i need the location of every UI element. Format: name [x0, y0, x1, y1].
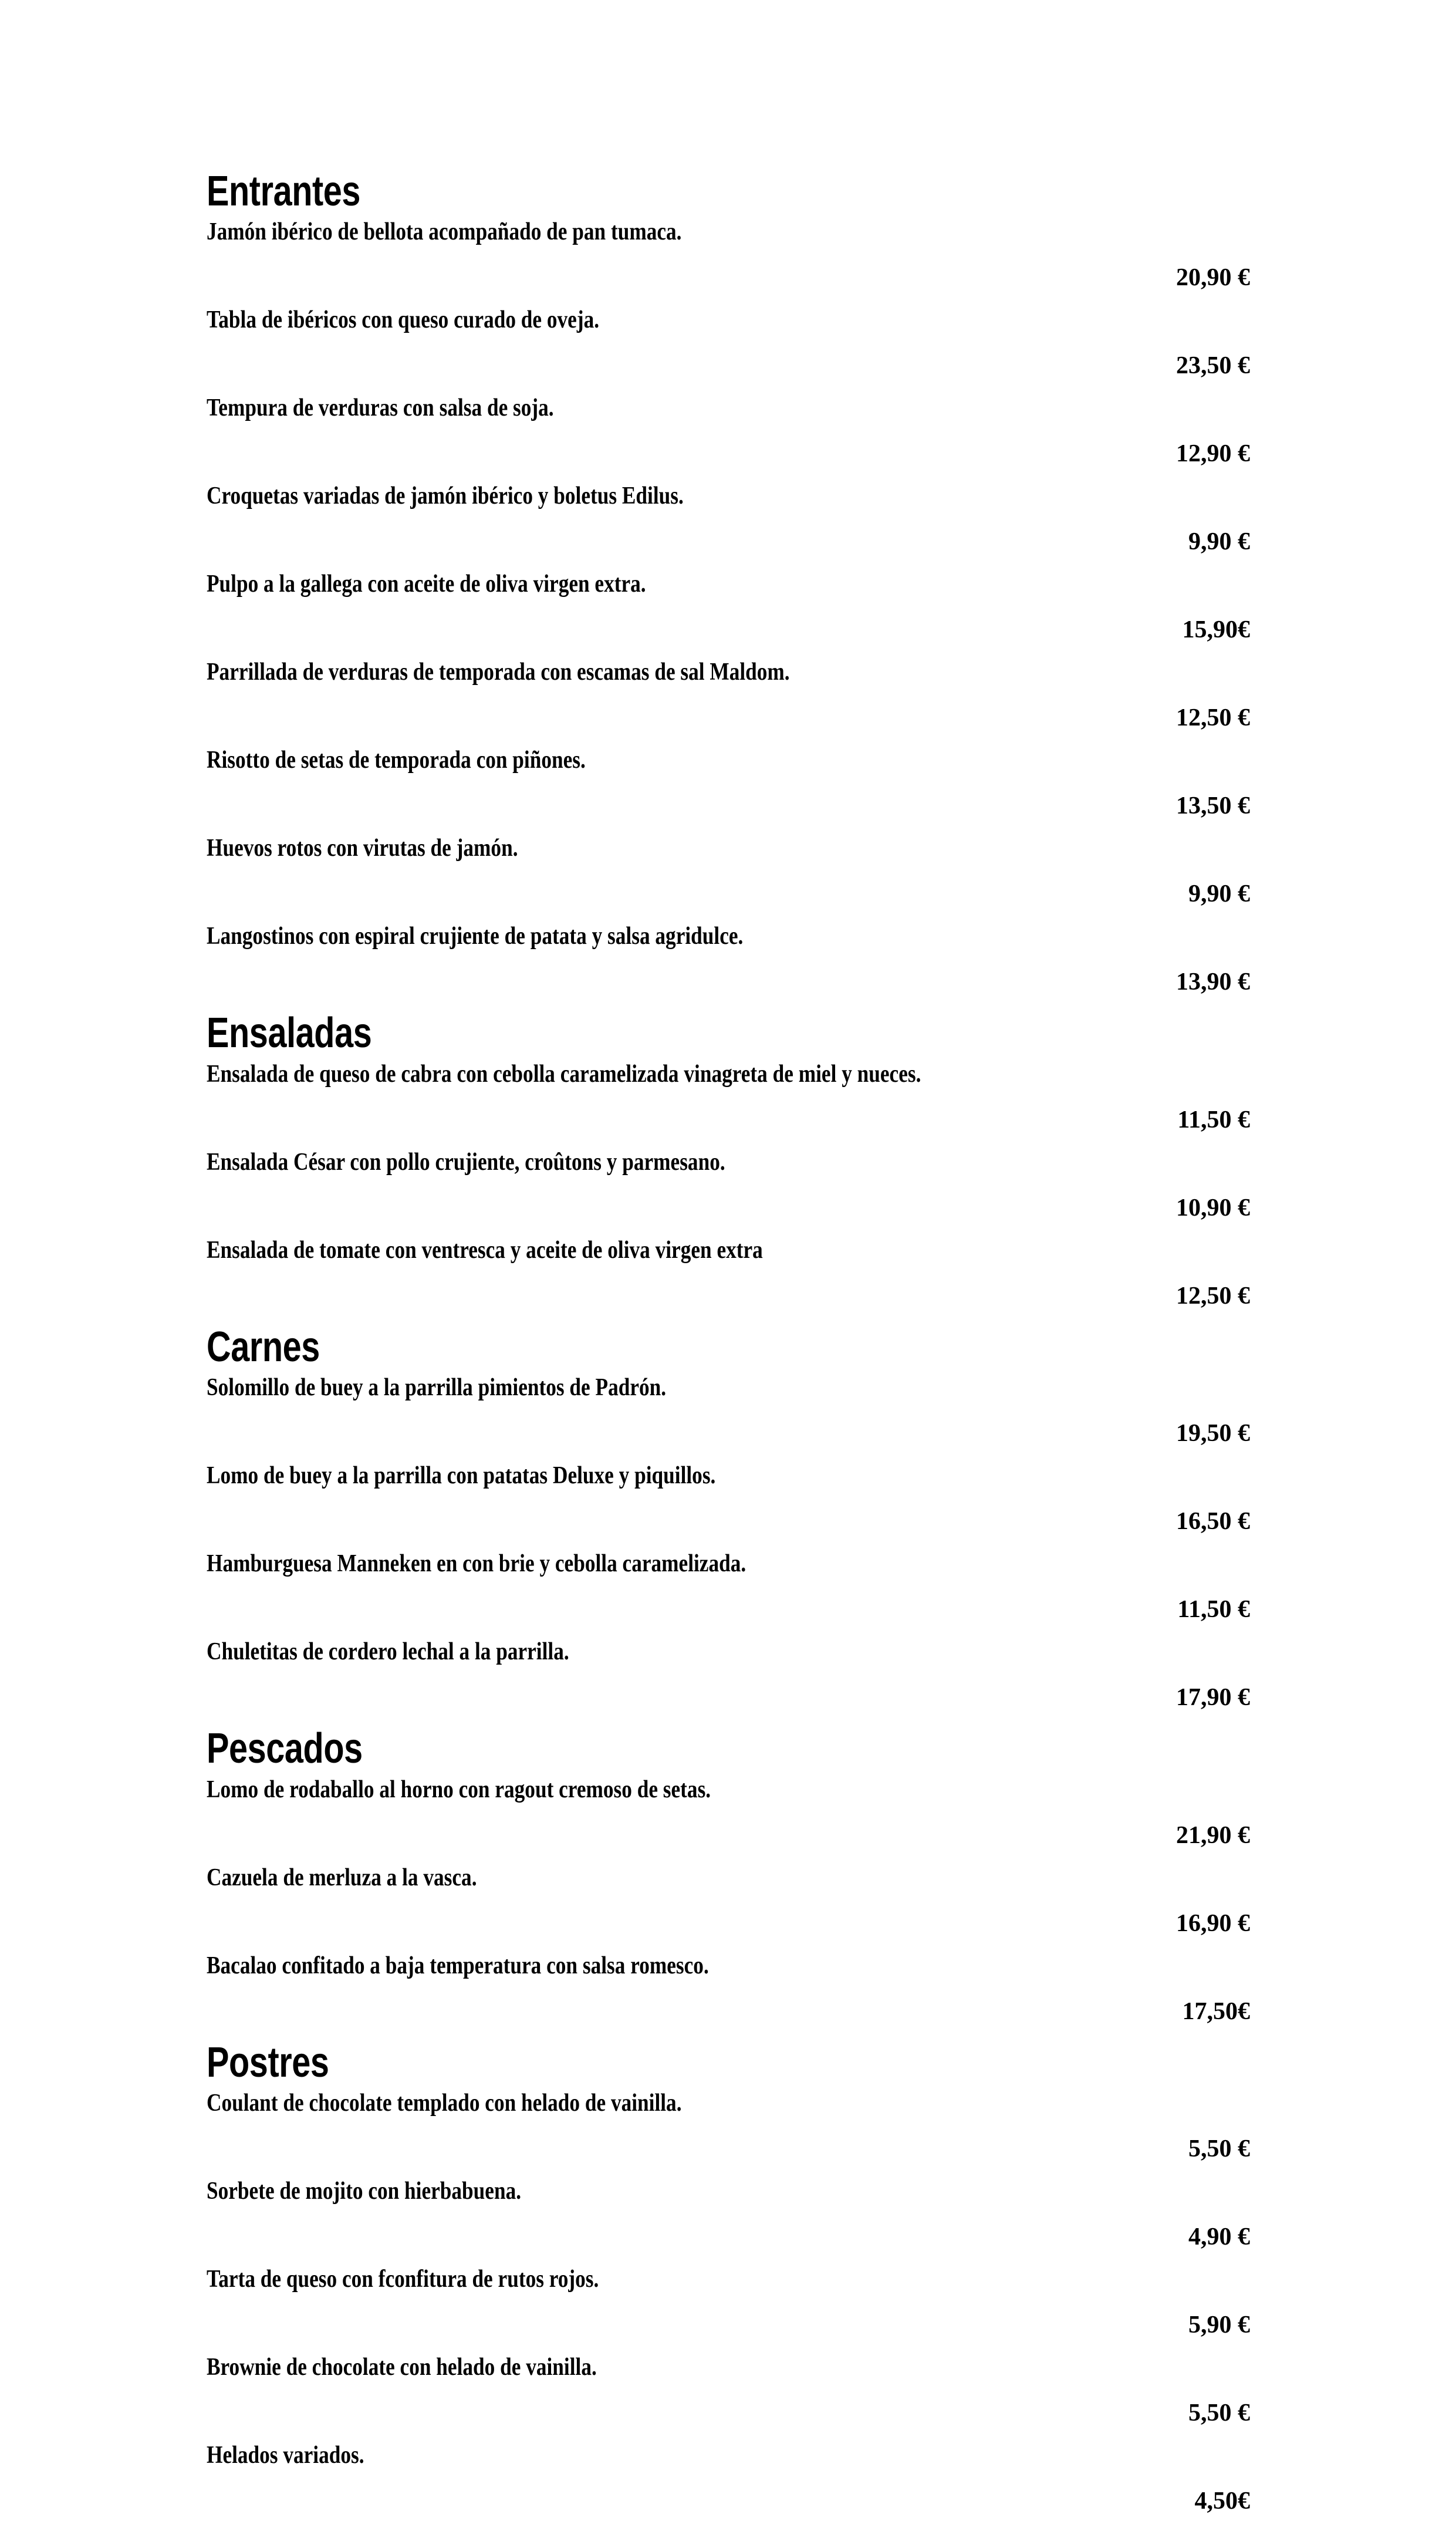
menu-item [207, 220, 1250, 295]
menu-item [207, 308, 1250, 383]
menu-item-name: Parrillada de verduras de temporada con escamas de sal Maldom. [207, 659, 790, 686]
menu-item-name: Langostinos con espiral crujiente de patata y salsa agridulce. [207, 923, 744, 950]
menu-item [207, 572, 1250, 647]
menu-item [207, 1953, 1250, 2029]
menu-item-price: 5,50 € [1188, 2399, 1250, 2427]
menu-item-price: 4,50€ [1194, 2487, 1250, 2515]
menu-item-price: 5,50 € [1188, 2135, 1250, 2162]
menu-item-name: Risotto de setas de temporada con piñones. [207, 747, 586, 774]
menu-item-name: Cazuela de merluza a la vasca. [207, 1864, 477, 1891]
menu-item-name: Coulant de chocolate templado con helado de vainilla. [207, 2089, 682, 2117]
menu-item-price: 12,50 € [1176, 704, 1250, 732]
menu-item-price: 21,90 € [1176, 1821, 1250, 1849]
menu-section [207, 2039, 1250, 2518]
menu-item-price: 13,90 € [1176, 968, 1250, 996]
menu-item [207, 1551, 1250, 1626]
menu-item-price: 20,90 € [1176, 264, 1250, 292]
menu-item-price: 10,90 € [1176, 1194, 1250, 1221]
menu-item [207, 2443, 1250, 2518]
menu-section [207, 168, 1250, 999]
menu-item-price: 16,90 € [1176, 1909, 1250, 1937]
menu-item-name: Bacalao confitado a baja temperatura con salsa romesco. [207, 1952, 709, 1979]
menu-item-name: Hamburguesa Manneken en con brie y cebolla caramelizada. [207, 1550, 746, 1578]
menu-item-name: Ensalada César con pollo crujiente, croûtons y parmesano. [207, 1148, 725, 1176]
menu-item-price: 16,50 € [1176, 1508, 1250, 1536]
menu-item-price: 11,50 € [1177, 1106, 1250, 1133]
menu-item-price: 17,90 € [1176, 1684, 1250, 1712]
menu-section [207, 1010, 1250, 1312]
menu-item-name: Huevos rotos con virutas de jamón. [207, 835, 518, 862]
menu-item-name: Lomo de rodaballo al horno con ragout cremoso de setas. [207, 1776, 711, 1803]
menu-item [207, 484, 1250, 559]
menu-item [207, 1238, 1250, 1313]
menu-item-price: 15,90€ [1182, 616, 1250, 644]
menu-item-name: Pulpo a la gallega con aceite de oliva virgen extra. [207, 571, 646, 598]
menu-item-name: Ensalada de queso de cabra con cebolla caramelizada vinagreta de miel y nueces. [207, 1060, 921, 1088]
menu-item [207, 2267, 1250, 2342]
menu-item [207, 1463, 1250, 1538]
menu-item [207, 1639, 1250, 1715]
menu-item-name: Tempura de verduras con salsa de soja. [207, 394, 554, 422]
menu-item-name: Solomillo de buey a la parrilla pimientos de Padrón. [207, 1374, 667, 1402]
menu-item-price: 13,50 € [1176, 792, 1250, 820]
menu-item-price: 9,90 € [1188, 528, 1250, 556]
section-heading: Postres [207, 2039, 329, 2086]
menu-item [207, 1062, 1250, 1137]
menu-item-name: Lomo de buey a la parrilla con patatas Deluxe y piquillos. [207, 1462, 716, 1490]
menu-item [207, 748, 1250, 823]
menu-item [207, 1777, 1250, 1852]
menu-item-name: Brownie de chocolate con helado de vainilla. [207, 2353, 597, 2381]
menu-item [207, 1375, 1250, 1450]
menu-item-name: Helados variados. [207, 2441, 364, 2469]
section-heading: Carnes [207, 1323, 320, 1371]
menu-section [207, 1323, 1250, 1715]
menu-item-price: 12,90 € [1176, 440, 1250, 468]
menu-item-name: Jamón ibérico de bellota acompañado de pan tumaca. [207, 218, 682, 246]
menu-item-name: Chuletitas de cordero lechal a la parrilla. [207, 1638, 569, 1666]
menu-section [207, 1725, 1250, 2028]
menu-item-price: 9,90 € [1188, 880, 1250, 908]
menu-item [207, 1865, 1250, 1941]
menu-item-name: Sorbete de mojito con hierbabuena. [207, 2177, 522, 2205]
menu-item-name: Ensalada de tomate con ventresca y aceite de oliva virgen extra [207, 1236, 763, 1264]
menu-item [207, 660, 1250, 735]
menu-item-name: Tarta de queso con fconfitura de rutos rojos. [207, 2265, 599, 2293]
menu-item-price: 23,50 € [1176, 352, 1250, 380]
section-heading: Entrantes [207, 168, 361, 215]
section-heading: Ensaladas [207, 1010, 372, 1057]
menu-item-name: Croquetas variadas de jamón ibérico y boletus Edilus. [207, 482, 684, 510]
menu-item-price: 19,50 € [1176, 1420, 1250, 1447]
menu-item-price: 4,90 € [1188, 2223, 1250, 2250]
menu-item-price: 12,50 € [1176, 1282, 1250, 1310]
menu-item-price: 5,90 € [1188, 2311, 1250, 2338]
menu-document [207, 168, 1250, 2531]
menu-item-price: 17,50€ [1182, 1997, 1250, 2025]
menu-item [207, 924, 1250, 999]
menu-item [207, 836, 1250, 911]
menu-item [207, 396, 1250, 471]
menu-item [207, 2355, 1250, 2430]
section-heading: Pescados [207, 1725, 363, 1773]
menu-item [207, 1150, 1250, 1225]
menu-item-name: Tabla de ibéricos con queso curado de oveja. [207, 306, 600, 334]
menu-item [207, 2091, 1250, 2166]
menu-item [207, 2179, 1250, 2254]
menu-item-price: 11,50 € [1177, 1596, 1250, 1624]
